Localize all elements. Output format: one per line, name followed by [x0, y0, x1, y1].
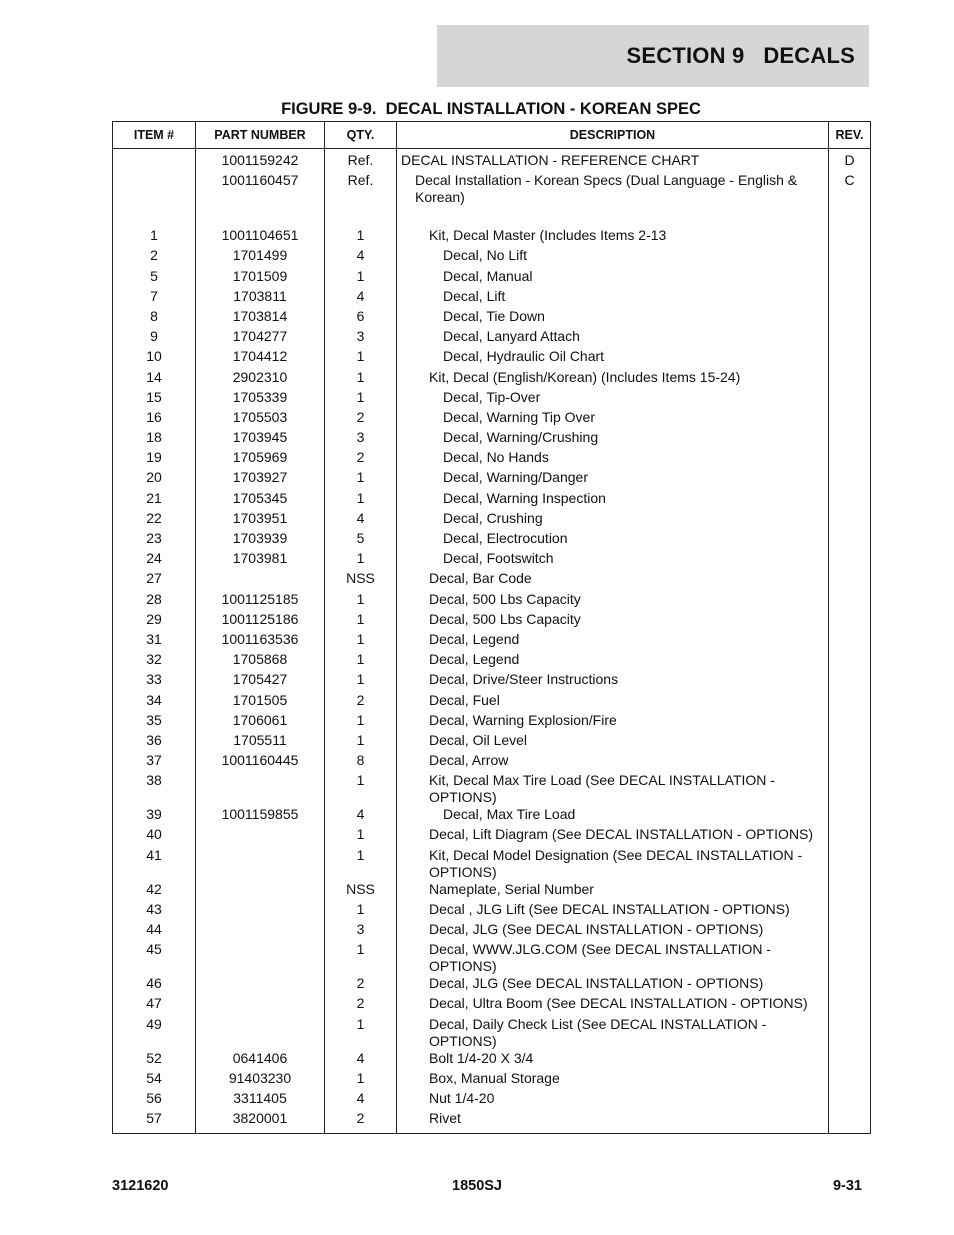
table-row	[113, 651, 871, 671]
item-cell: 45	[113, 941, 196, 975]
description-cell: Decal, Legend	[397, 651, 829, 671]
description-cell: Decal, Fuel	[397, 692, 829, 712]
qty-cell: 2	[325, 995, 397, 1015]
table-row	[113, 671, 871, 691]
item-cell: 44	[113, 921, 196, 941]
item-cell: 18	[113, 429, 196, 449]
part-number-cell: 1705427	[196, 671, 325, 691]
description-cell: Bolt 1/4-20 X 3/4	[397, 1050, 829, 1070]
qty-cell: 2	[325, 692, 397, 712]
part-number-cell: 1703981	[196, 550, 325, 570]
rev-cell	[829, 651, 871, 671]
part-number-cell: 0641406	[196, 1050, 325, 1070]
rev-cell	[829, 591, 871, 611]
table-row	[113, 995, 871, 1015]
rev-cell	[829, 510, 871, 530]
qty-cell: 1	[325, 671, 397, 691]
description-cell: Kit, Decal Max Tire Load (See DECAL INSTALLATION - OPTIONS)	[397, 772, 829, 806]
table-row	[113, 247, 871, 267]
qty-cell: 4	[325, 806, 397, 826]
rev-cell	[829, 227, 871, 247]
part-number-cell	[196, 570, 325, 590]
table-header-row	[113, 122, 871, 149]
item-cell	[113, 172, 196, 206]
item-cell: 14	[113, 369, 196, 389]
table-row	[113, 1090, 871, 1110]
qty-cell: 1	[325, 369, 397, 389]
qty-cell: 1	[325, 490, 397, 510]
item-cell: 57	[113, 1110, 196, 1134]
qty-cell: 1	[325, 591, 397, 611]
qty-cell: 1	[325, 847, 397, 881]
table-row	[113, 752, 871, 772]
description-cell: Decal, No Lift	[397, 247, 829, 267]
part-number-cell: 1705969	[196, 449, 325, 469]
part-number-cell: 1704412	[196, 348, 325, 368]
section-header	[437, 25, 869, 87]
rev-cell	[829, 1016, 871, 1050]
table-row	[113, 1050, 871, 1070]
description-cell: Decal, Warning Inspection	[397, 490, 829, 510]
item-cell: 15	[113, 389, 196, 409]
item-cell: 37	[113, 752, 196, 772]
table-row	[113, 712, 871, 732]
qty-cell: 1	[325, 1016, 397, 1050]
item-cell: 24	[113, 550, 196, 570]
description-cell: Decal, 500 Lbs Capacity	[397, 611, 829, 631]
rev-cell	[829, 975, 871, 995]
table-row	[113, 1110, 871, 1134]
item-cell: 31	[113, 631, 196, 651]
figure-title: FIGURE 9-9. DECAL INSTALLATION - KOREAN SPEC	[281, 100, 701, 118]
part-number-cell: 1705339	[196, 389, 325, 409]
column-header-item: ITEM #	[113, 122, 196, 149]
rev-cell	[829, 712, 871, 732]
table-row	[113, 591, 871, 611]
description-cell: Decal, Footswitch	[397, 550, 829, 570]
table-row	[113, 328, 871, 348]
qty-cell: 2	[325, 409, 397, 429]
qty-cell: 1	[325, 651, 397, 671]
part-number-cell	[196, 901, 325, 921]
qty-cell: 4	[325, 247, 397, 267]
part-number-cell: 1703939	[196, 530, 325, 550]
part-number-cell	[196, 772, 325, 806]
item-cell: 56	[113, 1090, 196, 1110]
part-number-cell: 1701505	[196, 692, 325, 712]
rev-cell	[829, 692, 871, 712]
rev-cell	[829, 308, 871, 328]
rev-cell	[829, 288, 871, 308]
spacer-cell	[113, 206, 196, 227]
part-number-cell	[196, 1016, 325, 1050]
description-cell: Decal, Lift	[397, 288, 829, 308]
part-number-cell: 1001160457	[196, 172, 325, 206]
rev-cell	[829, 369, 871, 389]
rev-cell	[829, 995, 871, 1015]
table-row	[113, 975, 871, 995]
description-cell: Decal, Warning Explosion/Fire	[397, 712, 829, 732]
rev-cell	[829, 1070, 871, 1090]
description-cell: Decal, Tip-Over	[397, 389, 829, 409]
description-cell: Decal, Warning/Danger	[397, 469, 829, 489]
rev-cell	[829, 752, 871, 772]
table-spacer-row	[113, 206, 871, 227]
table-row	[113, 227, 871, 247]
part-number-cell: 1703927	[196, 469, 325, 489]
qty-cell: 1	[325, 712, 397, 732]
rev-cell	[829, 348, 871, 368]
description-cell: Kit, Decal Master (Includes Items 2-13	[397, 227, 829, 247]
rev-cell	[829, 570, 871, 590]
description-cell: Decal, Warning Tip Over	[397, 409, 829, 429]
part-number-cell: 1705503	[196, 409, 325, 429]
table-row	[113, 921, 871, 941]
qty-cell: 1	[325, 941, 397, 975]
qty-cell: 3	[325, 429, 397, 449]
table-row	[113, 449, 871, 469]
description-cell: Nameplate, Serial Number	[397, 881, 829, 901]
item-cell: 10	[113, 348, 196, 368]
rev-cell	[829, 429, 871, 449]
parts-table	[112, 121, 871, 1134]
table-row	[113, 172, 871, 206]
item-cell: 39	[113, 806, 196, 826]
description-cell: Decal, WWW.JLG.COM (See DECAL INSTALLATION - OPTIONS)	[397, 941, 829, 975]
qty-cell: NSS	[325, 881, 397, 901]
description-cell: Decal, Ultra Boom (See DECAL INSTALLATION - OPTIONS)	[397, 995, 829, 1015]
item-cell: 46	[113, 975, 196, 995]
description-cell: Decal Installation - Korean Specs (Dual Language - English & Korean)	[397, 172, 829, 206]
table-row	[113, 692, 871, 712]
part-number-cell: 1701509	[196, 268, 325, 288]
table-row	[113, 409, 871, 429]
part-number-cell: 1705511	[196, 732, 325, 752]
column-header-description: DESCRIPTION	[397, 122, 829, 149]
description-cell: Kit, Decal Model Designation (See DECAL INSTALLATION - OPTIONS)	[397, 847, 829, 881]
footer-document-number: 3121620	[112, 1178, 169, 1194]
rev-cell	[829, 881, 871, 901]
qty-cell: Ref.	[325, 149, 397, 173]
table-row	[113, 149, 871, 173]
table-row	[113, 348, 871, 368]
rev-cell	[829, 806, 871, 826]
table-body	[113, 149, 871, 1134]
description-cell: Decal, Lift Diagram (See DECAL INSTALLATION - OPTIONS)	[397, 826, 829, 846]
description-cell: Decal, Manual	[397, 268, 829, 288]
description-cell: Decal, Bar Code	[397, 570, 829, 590]
footer-page-number: 9-31	[832, 1178, 862, 1194]
qty-cell: 2	[325, 449, 397, 469]
part-number-cell: 1705868	[196, 651, 325, 671]
description-cell: Decal, Tie Down	[397, 308, 829, 328]
description-cell: Decal, Oil Level	[397, 732, 829, 752]
item-cell: 34	[113, 692, 196, 712]
part-number-cell: 91403230	[196, 1070, 325, 1090]
table-row	[113, 806, 871, 826]
description-cell: Decal, Crushing	[397, 510, 829, 530]
column-header-rev: REV.	[829, 122, 871, 149]
qty-cell: 5	[325, 530, 397, 550]
description-cell: Decal, Lanyard Attach	[397, 328, 829, 348]
description-cell: Decal, Arrow	[397, 752, 829, 772]
spacer-cell	[196, 206, 325, 227]
qty-cell: NSS	[325, 570, 397, 590]
rev-cell	[829, 671, 871, 691]
description-cell: Decal, Hydraulic Oil Chart	[397, 348, 829, 368]
qty-cell: 3	[325, 921, 397, 941]
description-cell: Decal, Legend	[397, 631, 829, 651]
rev-cell	[829, 826, 871, 846]
part-number-cell: 2902310	[196, 369, 325, 389]
part-number-cell: 1001104651	[196, 227, 325, 247]
rev-cell	[829, 530, 871, 550]
table-row	[113, 732, 871, 752]
qty-cell: 1	[325, 1070, 397, 1090]
qty-cell: 1	[325, 268, 397, 288]
table-row	[113, 389, 871, 409]
item-cell: 23	[113, 530, 196, 550]
item-cell: 32	[113, 651, 196, 671]
part-number-cell: 1001159242	[196, 149, 325, 173]
rev-cell	[829, 772, 871, 806]
part-number-cell: 1001159855	[196, 806, 325, 826]
qty-cell: 2	[325, 1110, 397, 1134]
part-number-cell: 1705345	[196, 490, 325, 510]
qty-cell: 4	[325, 510, 397, 530]
table-row	[113, 490, 871, 510]
table-row	[113, 429, 871, 449]
item-cell: 1	[113, 227, 196, 247]
description-cell: Decal, Electrocution	[397, 530, 829, 550]
item-cell: 28	[113, 591, 196, 611]
item-cell: 42	[113, 881, 196, 901]
rev-cell	[829, 1090, 871, 1110]
item-cell: 43	[113, 901, 196, 921]
qty-cell: 2	[325, 975, 397, 995]
part-number-cell: 3311405	[196, 1090, 325, 1110]
table-row	[113, 530, 871, 550]
table-row	[113, 611, 871, 631]
table-row	[113, 308, 871, 328]
table-row	[113, 550, 871, 570]
rev-cell	[829, 550, 871, 570]
table-row	[113, 941, 871, 975]
item-cell: 21	[113, 490, 196, 510]
part-number-cell: 1001160445	[196, 752, 325, 772]
part-number-cell: 1001125186	[196, 611, 325, 631]
part-number-cell	[196, 847, 325, 881]
description-cell: Decal, Daily Check List (See DECAL INSTALLATION - OPTIONS)	[397, 1016, 829, 1050]
qty-cell: Ref.	[325, 172, 397, 206]
table-row	[113, 826, 871, 846]
qty-cell: 6	[325, 308, 397, 328]
spacer-cell	[397, 206, 829, 227]
item-cell: 22	[113, 510, 196, 530]
item-cell: 54	[113, 1070, 196, 1090]
description-cell: Decal, JLG (See DECAL INSTALLATION - OPTIONS)	[397, 975, 829, 995]
qty-cell: 1	[325, 631, 397, 651]
table-row	[113, 369, 871, 389]
table-row	[113, 772, 871, 806]
spacer-cell	[325, 206, 397, 227]
qty-cell: 1	[325, 772, 397, 806]
item-cell: 7	[113, 288, 196, 308]
part-number-cell	[196, 921, 325, 941]
rev-cell	[829, 941, 871, 975]
table-row	[113, 881, 871, 901]
qty-cell: 1	[325, 227, 397, 247]
item-cell: 36	[113, 732, 196, 752]
table-row	[113, 1016, 871, 1050]
part-number-cell: 1703945	[196, 429, 325, 449]
footer-model: 1850SJ	[452, 1178, 502, 1194]
table-row	[113, 288, 871, 308]
item-cell: 29	[113, 611, 196, 631]
qty-cell: 1	[325, 389, 397, 409]
rev-cell: D	[829, 149, 871, 173]
qty-cell: 1	[325, 469, 397, 489]
part-number-cell	[196, 995, 325, 1015]
part-number-cell: 1001163536	[196, 631, 325, 651]
description-cell: Decal, JLG (See DECAL INSTALLATION - OPTIONS)	[397, 921, 829, 941]
item-cell: 41	[113, 847, 196, 881]
table-row	[113, 469, 871, 489]
rev-cell	[829, 847, 871, 881]
part-number-cell: 1001125185	[196, 591, 325, 611]
item-cell: 16	[113, 409, 196, 429]
part-number-cell: 1704277	[196, 328, 325, 348]
table-row	[113, 570, 871, 590]
item-cell: 5	[113, 268, 196, 288]
part-number-cell	[196, 826, 325, 846]
item-cell: 9	[113, 328, 196, 348]
spacer-cell	[829, 206, 871, 227]
rev-cell	[829, 631, 871, 651]
rev-cell	[829, 268, 871, 288]
rev-cell	[829, 921, 871, 941]
item-cell: 40	[113, 826, 196, 846]
rev-cell	[829, 247, 871, 267]
rev-cell: C	[829, 172, 871, 206]
table-row	[113, 268, 871, 288]
qty-cell: 8	[325, 752, 397, 772]
column-header-qty: QTY.	[325, 122, 397, 149]
table-row	[113, 901, 871, 921]
rev-cell	[829, 409, 871, 429]
table-row	[113, 1070, 871, 1090]
description-cell: Nut 1/4-20	[397, 1090, 829, 1110]
qty-cell: 4	[325, 1090, 397, 1110]
item-cell: 33	[113, 671, 196, 691]
qty-cell: 1	[325, 348, 397, 368]
item-cell: 38	[113, 772, 196, 806]
section-title: SECTION 9 DECALS	[626, 43, 855, 68]
qty-cell: 1	[325, 732, 397, 752]
description-cell: Decal, Warning/Crushing	[397, 429, 829, 449]
part-number-cell: 1703811	[196, 288, 325, 308]
rev-cell	[829, 1110, 871, 1134]
column-header-part-number: PART NUMBER	[196, 122, 325, 149]
rev-cell	[829, 469, 871, 489]
description-cell: Decal, 500 Lbs Capacity	[397, 591, 829, 611]
part-number-cell	[196, 881, 325, 901]
description-cell: Decal, No Hands	[397, 449, 829, 469]
part-number-cell	[196, 975, 325, 995]
item-cell: 47	[113, 995, 196, 1015]
table-row	[113, 510, 871, 530]
item-cell: 35	[113, 712, 196, 732]
qty-cell: 3	[325, 328, 397, 348]
description-cell: Decal, Drive/Steer Instructions	[397, 671, 829, 691]
rev-cell	[829, 449, 871, 469]
qty-cell: 1	[325, 901, 397, 921]
description-cell: Decal, Max Tire Load	[397, 806, 829, 826]
item-cell: 20	[113, 469, 196, 489]
rev-cell	[829, 1050, 871, 1070]
item-cell: 49	[113, 1016, 196, 1050]
item-cell: 52	[113, 1050, 196, 1070]
rev-cell	[829, 901, 871, 921]
rev-cell	[829, 611, 871, 631]
item-cell: 27	[113, 570, 196, 590]
qty-cell: 1	[325, 550, 397, 570]
qty-cell: 1	[325, 826, 397, 846]
table-row	[113, 847, 871, 881]
qty-cell: 1	[325, 611, 397, 631]
qty-cell: 4	[325, 288, 397, 308]
part-number-cell: 1706061	[196, 712, 325, 732]
table-row	[113, 631, 871, 651]
item-cell: 19	[113, 449, 196, 469]
rev-cell	[829, 328, 871, 348]
part-number-cell: 1703951	[196, 510, 325, 530]
description-cell: Box, Manual Storage	[397, 1070, 829, 1090]
description-cell: Decal , JLG Lift (See DECAL INSTALLATION - OPTIONS)	[397, 901, 829, 921]
item-cell: 2	[113, 247, 196, 267]
part-number-cell	[196, 941, 325, 975]
rev-cell	[829, 389, 871, 409]
rev-cell	[829, 490, 871, 510]
description-cell: Rivet	[397, 1110, 829, 1134]
item-cell: 8	[113, 308, 196, 328]
qty-cell: 4	[325, 1050, 397, 1070]
part-number-cell: 1703814	[196, 308, 325, 328]
part-number-cell: 1701499	[196, 247, 325, 267]
description-cell: Kit, Decal (English/Korean) (Includes Items 15-24)	[397, 369, 829, 389]
item-cell	[113, 149, 196, 173]
description-cell: DECAL INSTALLATION - REFERENCE CHART	[397, 149, 829, 173]
rev-cell	[829, 732, 871, 752]
part-number-cell: 3820001	[196, 1110, 325, 1134]
